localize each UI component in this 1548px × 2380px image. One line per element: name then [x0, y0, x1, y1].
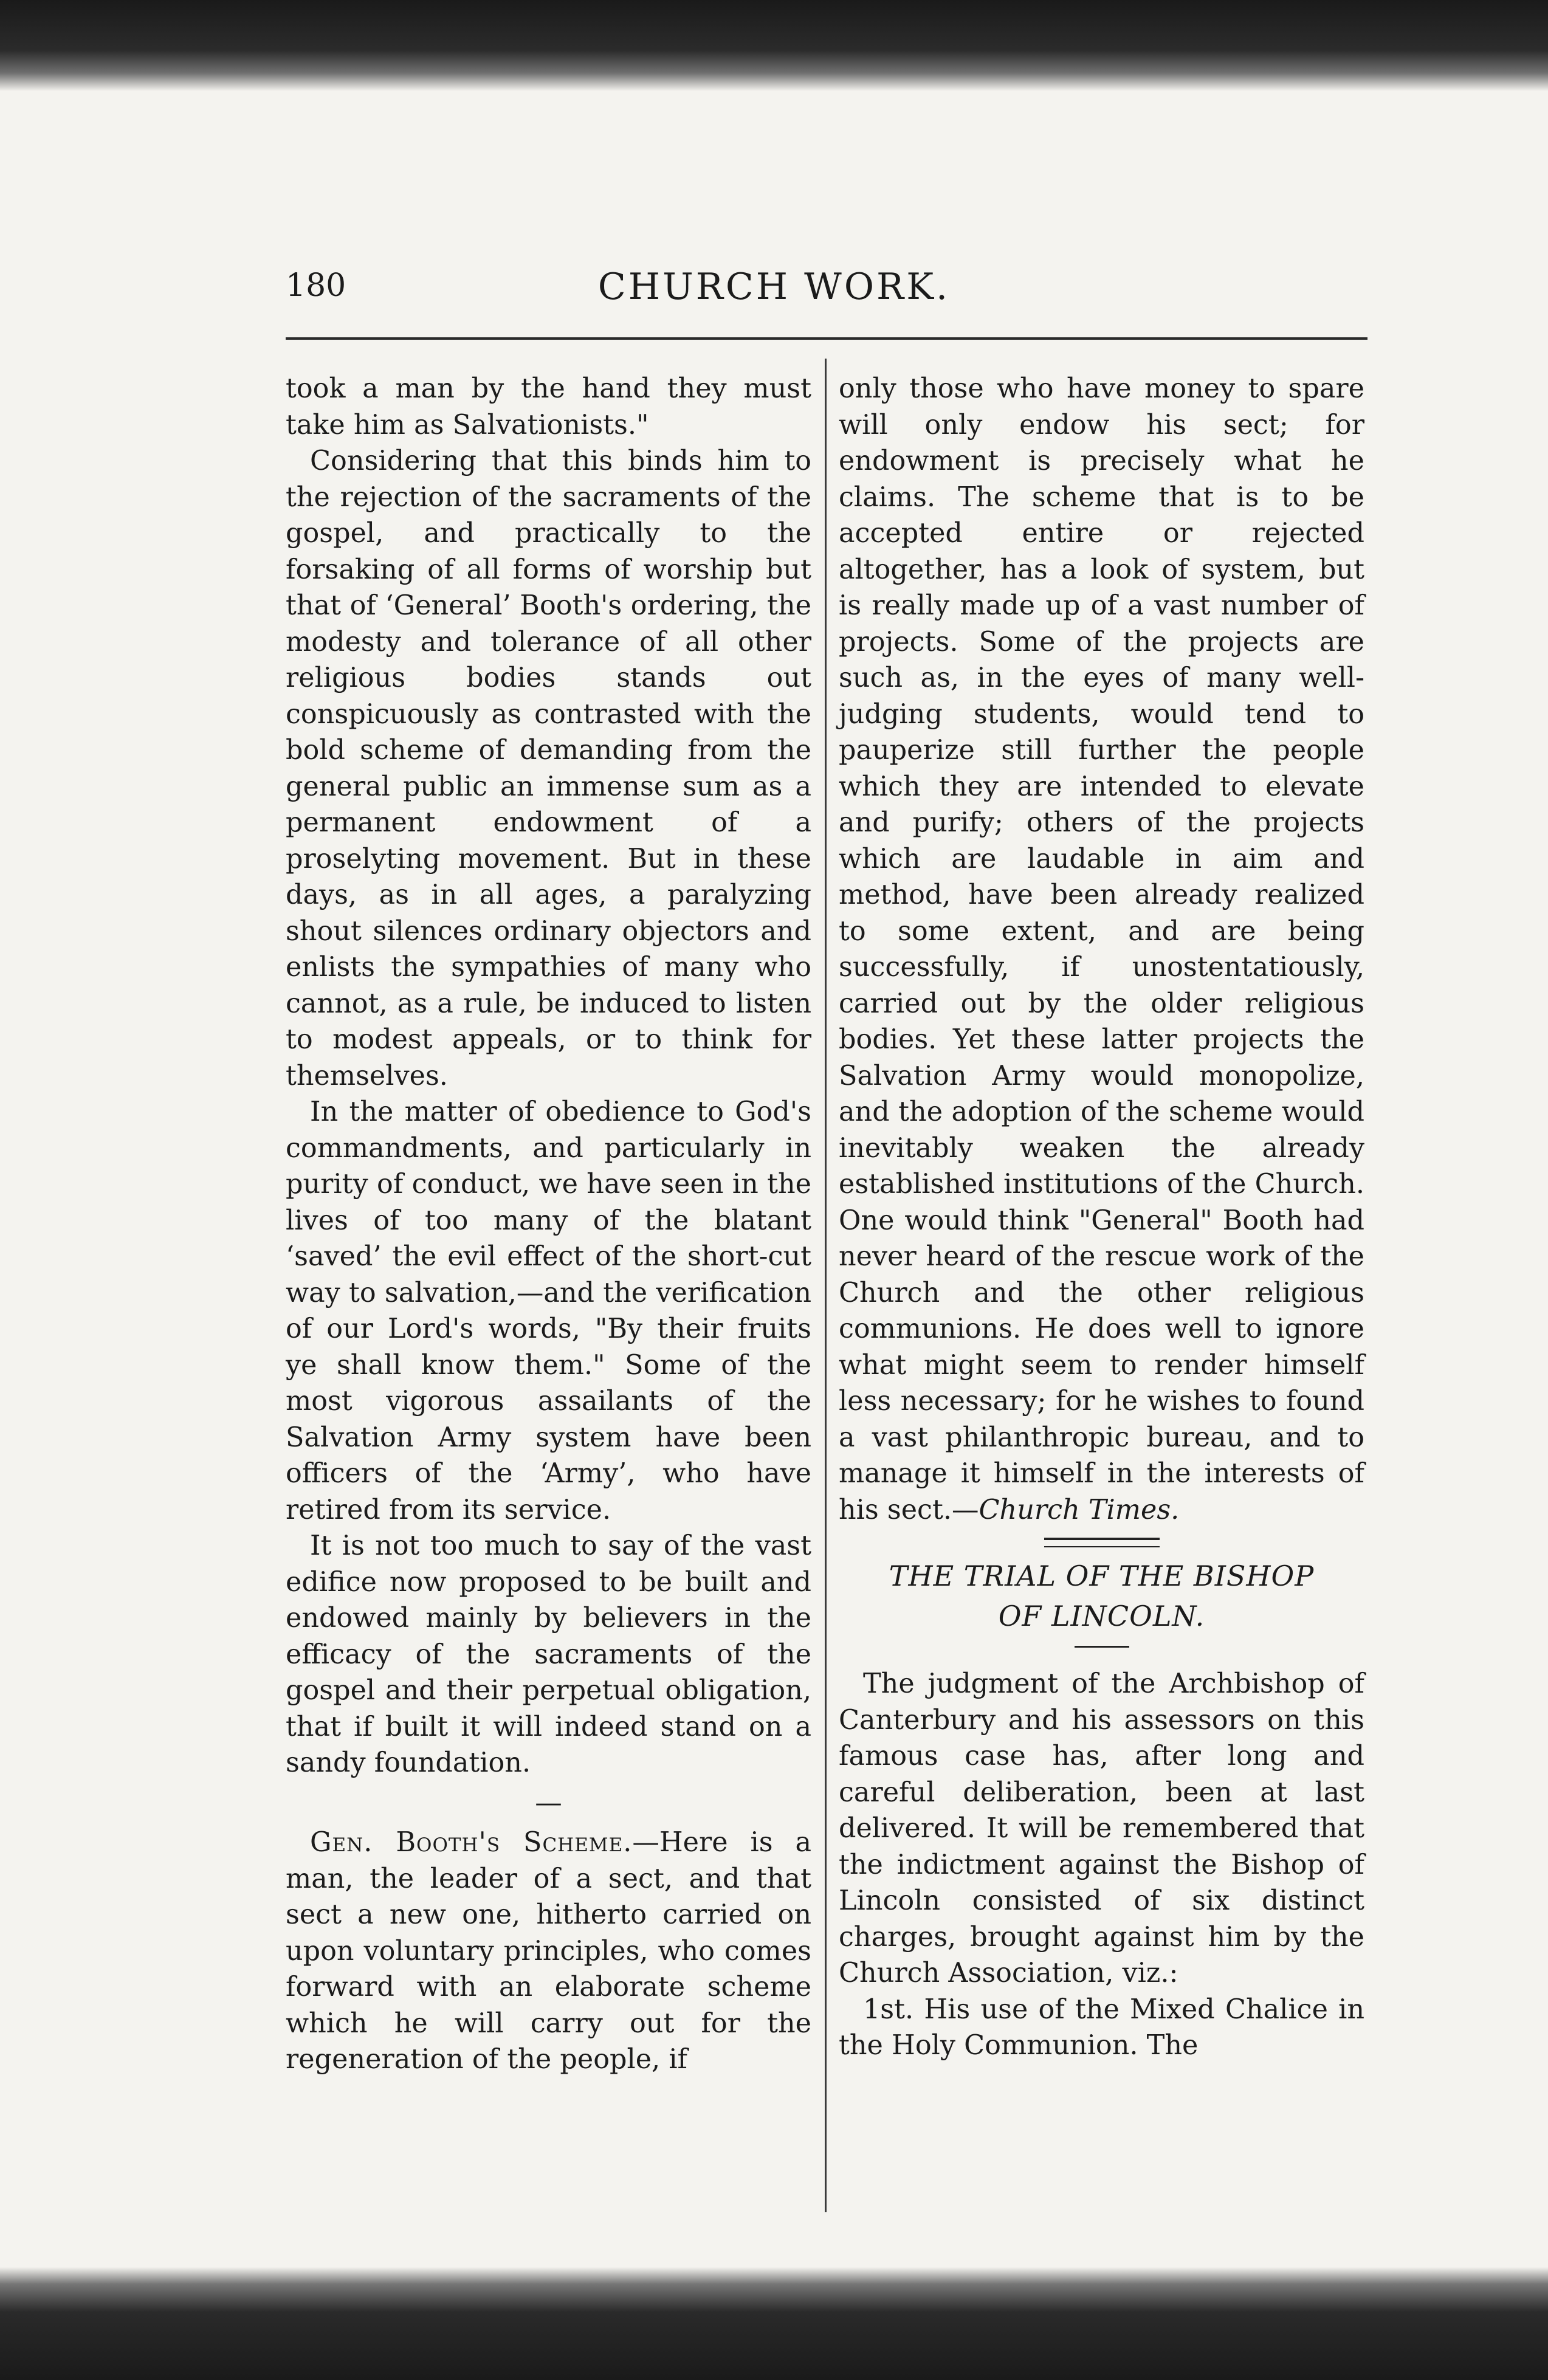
paragraph: It is not too much to say of the vast edifice now proposed to be built and endowed mainly by believers in the efficacy of the sacraments of the gospel and their perpetual obligation, that if built it will indeed stand on a sandy foundation. — [286, 1530, 811, 1778]
paragraph: Considering that this binds him to the rejection of the sacraments of the gospel, and practically to the forsaking of all forms of worship but that of ‘General’ Booth's ordering, the modesty and tolerance of all other religious bodies stands out conspicuously as contrasted with the bold scheme of demanding from the general public an immense sum as a permanent endowment of a proselyting movement. But in these days, as in all ages, a paralyzing shout silences ordinary objectors and enlists the sympathies of many who cannot, as a rule, be induced to listen to modest appeals, or to think for themselves. — [286, 445, 811, 1092]
article-title-line: THE TRIAL OF THE BISHOP — [889, 1560, 1315, 1592]
paragraph — [839, 371, 1364, 1528]
title-dash — [1075, 1646, 1129, 1648]
scan-top-edge — [0, 0, 1548, 91]
source-citation: Church Times. — [979, 1494, 1180, 1525]
running-title: CHURCH WORK. — [597, 266, 951, 308]
right-column — [839, 371, 1364, 2064]
paragraph: In the matter of obedience to God's commandments, and particularly in purity of conduct, we have seen in the lives of too many of the blatant ‘saved’ the evil effect of the short-cut way to salvation,—and the verification of our Lord's words, "By their fruits ye shall know them." Some of the most vigorous assailants of the Salvation Army system have been officers of the ‘Army’, who have retired from its service. — [286, 1096, 811, 1525]
scheme-text: —Here is a man, the leader of a sect, and that sect a new one, hitherto carried on upon voluntary principles, who comes forward with an elaborate scheme which he will carry out for the regeneration of the people, if — [286, 1827, 811, 2075]
article-item: 1st. His use of the Mixed Chalice in the Holy Communion. The — [839, 1993, 1364, 2061]
column-rule — [825, 359, 827, 2212]
left-column — [286, 371, 811, 2078]
article-divider — [1044, 1538, 1160, 1547]
scheme-heading: Gen. Booth's Scheme. — [310, 1827, 633, 1858]
section-separator: — — [535, 1787, 562, 1818]
article-title-line: OF LINCOLN. — [998, 1600, 1205, 1632]
scheme-paragraph — [286, 1825, 811, 2078]
page-number: 180 — [286, 267, 346, 304]
header-rule — [286, 337, 1367, 340]
continuation-text: only those who have money to spare will only endow his sect; for endowment is precisely what he claims. The scheme that is to be accepted entire or rejected altogether, has a look of system, but is really made up of a vast number of projects. Some of the projects are such as, in the eyes of many well-judging students, would tend to pauperize still further the people which they are intended to elevate and purify; others of the projects which are laudable in aim and method, have been already realized to some extent, and are being successfully, if unostentatiously, carried out by the older religious bodies. Yet these latter projects the Salvation Army would monopolize, and the adoption of the scheme would inevitably weaken the already established institutions of the Church. One would think "General" Booth had never heard of the rescue work of the Church and the other religious communions. He does well to ignore what might seem to render himself less necessary; for he wishes to found a vast philanthropic bureau, and to manage it himself in the interests of his sect.— — [839, 373, 1364, 1525]
scan-bottom-edge — [0, 2267, 1548, 2380]
paragraph: took a man by the hand they must take him as Salvationists." — [286, 373, 811, 441]
article-paragraph: The judgment of the Archbishop of Canterbury and his assessors on this famous case has, after long and careful deliberation, been at last delivered. It will be remembered that the indictment against the Bishop of Lincoln consisted of six distinct charges, brought against him by the Church Association, viz.: — [839, 1668, 1364, 1989]
